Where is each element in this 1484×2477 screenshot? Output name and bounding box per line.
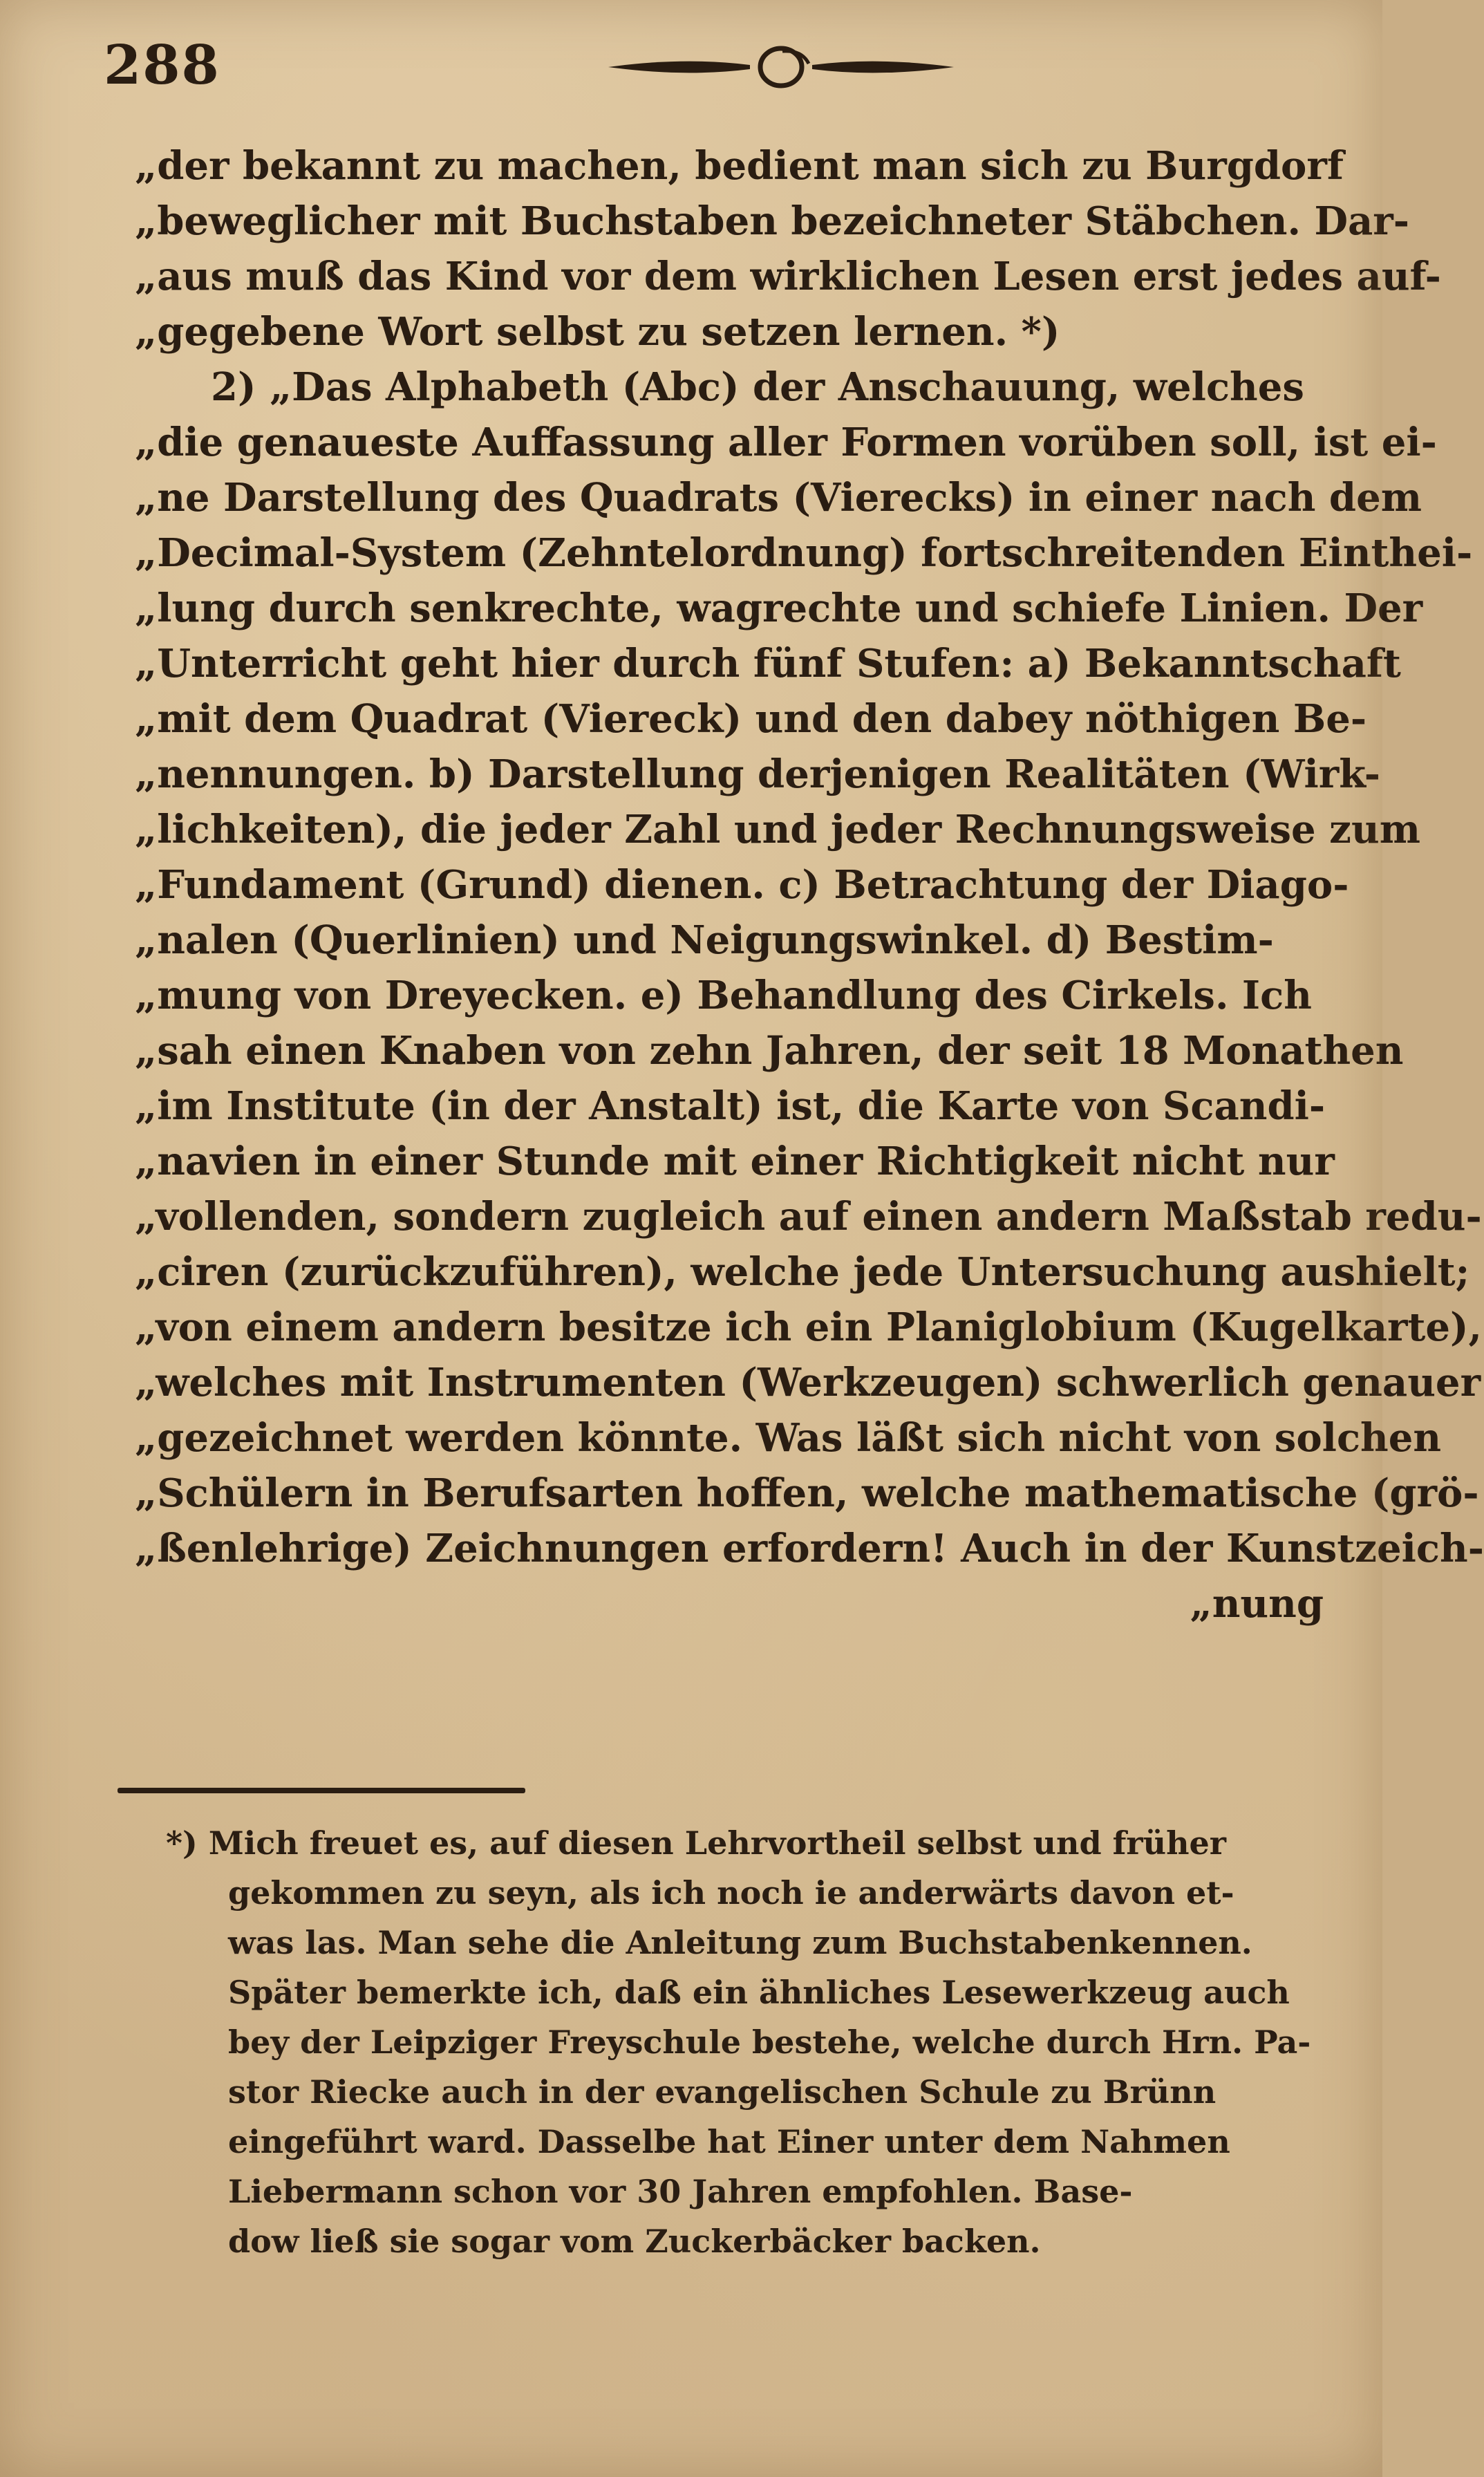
text-line: „ciren (zurückzuführen), welche jede Untersuchung aushielt; [135,1249,1470,1295]
catchword: „nung [1190,1581,1324,1627]
text-line: „nennungen. b) Darstellung derjenigen Realitäten (Wirk- [135,751,1381,797]
footnote-block [166,1818,1341,2266]
text-line: „beweglicher mit Buchstaben bezeichneter Stäbchen. Dar- [135,198,1410,244]
text-line: „welches mit Instrumenten (Werkzeugen) schwerlich genauer [135,1360,1481,1405]
text-line: „Decimal-System (Zehntelordnung) fortschreitenden Einthei- [135,530,1473,576]
footnote-line: gekommen zu seyn, als ich noch ie anderwärts davon et- [228,1874,1234,1912]
text-line: „mung von Dreyecken. e) Behandlung des Cirkels. Ich [135,973,1312,1018]
text-line: „von einem andern besitze ich ein Planiglobium (Kugelkarte), [135,1305,1483,1350]
footnote-line: eingeführt ward. Dasselbe hat Einer unter dem Nahmen [228,2123,1230,2160]
footnote-line: stor Riecke auch in der evangelischen Schule zu Brünn [228,2073,1217,2111]
text-line: „gegebene Wort selbst zu setzen lernen. *) [135,309,1060,355]
footnote-line: Später bemerkte ich, daß ein ähnliches Lesewerkzeug auch [228,1974,1290,2011]
footnote-line: bey der Leipziger Freyschule bestehe, welche durch Hrn. Pa- [228,2023,1311,2061]
footnote-line: was las. Man sehe die Anleitung zum Buchstabenkennen. [228,1924,1252,1961]
text-line: „aus muß das Kind vor dem wirklichen Lesen erst jedes auf- [135,254,1441,299]
text-line: „mit dem Quadrat (Viereck) und den dabey nöthigen Be- [135,696,1367,742]
text-line: „sah einen Knaben von zehn Jahren, der seit 18 Monathen [135,1028,1404,1074]
footnote-line: Liebermann schon vor 30 Jahren empfohlen. Base- [228,2173,1133,2210]
text-line: „Schülern in Berufsarten hoffen, welche mathematische (grö- [135,1470,1479,1516]
text-line: „Unterricht geht hier durch fünf Stufen: a) Bekanntschaft [135,641,1401,686]
text-line: „im Institute (in der Anstalt) ist, die Karte von Scandi- [135,1083,1326,1129]
text-line: „lung durch senkrechte, wagrechte und schiefe Linien. Der [135,586,1423,631]
text-line: „der bekannt zu machen, bedient man sich zu Burgdorf [135,143,1344,189]
ornament-icon [601,43,961,91]
text-line: 2) „Das Alphabeth (Abc) der Anschauung, welches [211,364,1304,410]
text-line: „lichkeiten), die jeder Zahl und jeder Rechnungsweise zum [135,807,1420,852]
text-line: „vollenden, sondern zugleich auf einen andern Maßstab redu- [135,1194,1482,1240]
text-line: „Fundament (Grund) dienen. c) Betrachtung der Diago- [135,862,1349,908]
page-number: 288 [104,34,220,97]
page-header [104,28,1348,104]
text-line: „die genaueste Auffassung aller Formen vorüben soll, ist ei- [135,420,1437,465]
footnote-divider [118,1788,525,1793]
text-line: „ßenlehrige) Zeichnungen erfordern! Auch in der Kunstzeich- [135,1526,1484,1571]
footnote-line: dow ließ sie sogar vom Zuckerbäcker backen. [228,2223,1041,2260]
main-text-block [135,138,1484,1632]
text-line: „nalen (Querlinien) und Neigungswinkel. d) Bestim- [135,917,1274,963]
footnote-line: *) Mich freuet es, auf diesen Lehrvortheil selbst und früher [166,1824,1227,1862]
text-line: „navien in einer Stunde mit einer Richtigkeit nicht nur [135,1139,1335,1184]
text-line: „gezeichnet werden könnte. Was läßt sich nicht von solchen [135,1415,1442,1461]
text-line: „ne Darstellung des Quadrats (Vierecks) in einer nach dem [135,475,1422,521]
